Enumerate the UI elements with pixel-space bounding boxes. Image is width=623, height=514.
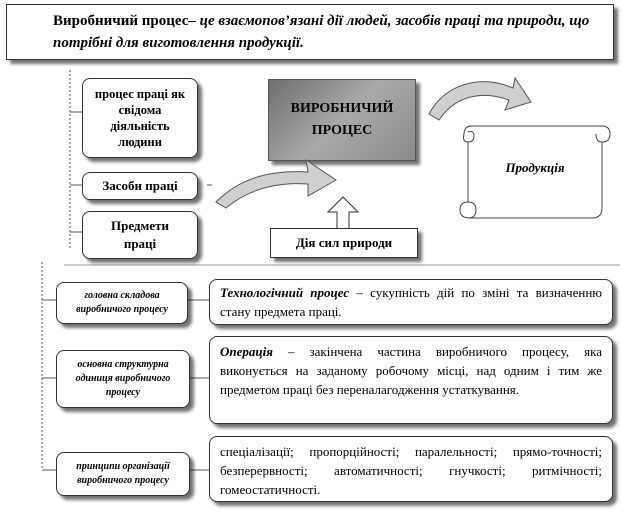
product-label-text: Продукція — [505, 160, 565, 175]
definition-banner — [6, 4, 614, 60]
nature-forces-box — [270, 228, 418, 258]
row-right-box-principles-list — [209, 436, 613, 502]
row-left-box-principles — [56, 452, 190, 496]
nature-label: Дія сил природи — [295, 235, 393, 250]
component-box-means-of-labor — [82, 172, 198, 200]
row-text: спеціалізації; пропорційності; паралельності; прямо-точності; безперервності; автоматичності; гнучкості; ритмічності; гомеостатичності. — [220, 444, 602, 497]
banner-term: Виробничий процес — [53, 13, 189, 29]
arrow-to-process-icon — [212, 150, 342, 210]
process-title-line1: ВИРОБНИЧИЙ — [290, 101, 394, 116]
row-text: – сукупність дій по зміні та визначенню стану предмета праці. — [220, 285, 602, 319]
row-right-box-technological-process — [209, 279, 613, 325]
component-box-labor-process — [82, 78, 198, 158]
row-left-box-structural-unit — [56, 350, 190, 408]
row-left-box-main-component — [56, 282, 188, 324]
component-label: процес праці як свідома діяльність людини — [94, 87, 186, 149]
process-title-line2: ПРОЦЕС — [311, 123, 373, 138]
row-left-label: головна складова виробничого процесу — [76, 290, 168, 315]
banner-definition: – це взаємопов’язані дії людей, засобів праці та природи, що потрібні для виготовлення продукції. — [53, 13, 590, 51]
row-right-box-operation — [209, 336, 613, 424]
row-term: Технологічний процес — [220, 285, 350, 300]
arrow-up-icon — [326, 196, 360, 232]
row-left-label: принципи організації виробничого процесу — [76, 461, 170, 486]
product-label — [470, 156, 600, 180]
row-left-label: основна структурна одиниця виробничого процесу — [75, 359, 171, 398]
row-term: Операція — [220, 344, 273, 359]
row-text: – закінчена частина виробничого процесу, яка виконується на заданому робочому місці, над одним і тим же предметом праці без переналагодження устаткування. — [220, 344, 602, 397]
component-label: Засоби праці — [102, 178, 178, 193]
component-label: Предмети праці — [110, 218, 170, 251]
production-process-box — [268, 79, 416, 161]
component-box-objects-of-labor — [82, 211, 198, 259]
